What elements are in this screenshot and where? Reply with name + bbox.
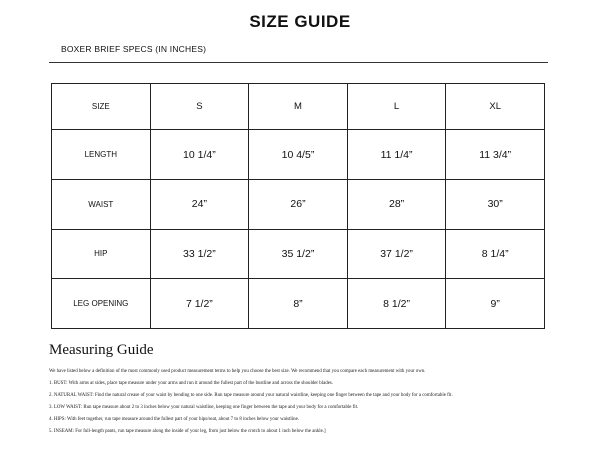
table-cell: 8” [249, 279, 348, 329]
guide-item-hips: 4. HIPS: With feet together, run tape measure around the fullest part of your hips/seat, about 7 to 8 inches below your waistline. [49, 417, 299, 422]
header-cell: XL [446, 84, 545, 130]
table-cell: 37 1/2” [347, 229, 446, 279]
header-cell: L [347, 84, 446, 130]
guide-intro: We have listed below a definition of the most commonly used product measurement terms to help you choose the best size. We recommend that you compare each measurement with your own. [49, 369, 426, 374]
table-cell: 8 1/2” [347, 279, 446, 329]
row-label: HIP [52, 229, 151, 279]
table-header-row [52, 84, 545, 130]
table-cell: 11 1/4” [347, 130, 446, 180]
row-label: LEG OPENING [52, 279, 151, 329]
table-cell: 30” [446, 180, 545, 230]
table-row [52, 130, 545, 180]
table-cell: 10 4/5” [249, 130, 348, 180]
table-cell: 28” [347, 180, 446, 230]
table-cell: 9” [446, 279, 545, 329]
table-row [52, 279, 545, 329]
measuring-guide-title: Measuring Guide [49, 342, 154, 358]
guide-item-low-waist: 3. LOW WAIST: Run tape measure about 2 to 3 inches below your natural waistline, keeping one finger between the tape and your body for a comfortable fit. [49, 405, 359, 410]
table-cell: 24” [150, 180, 249, 230]
table-cell: 10 1/4” [150, 130, 249, 180]
header-cell: M [249, 84, 348, 130]
row-label: WAIST [52, 180, 151, 230]
guide-item-inseam: 5. INSEAM: For full-length pants, run tape measure along the inside of your leg, from just below the crotch to about 1 inch below the ankle.] [49, 429, 326, 434]
table-cell: 26” [249, 180, 348, 230]
guide-item-bust: 1. BUST: With arms at sides, place tape measure under your arms and run it around the fullest part of the bustline and across the shoulder blades. [49, 381, 334, 386]
table-subtitle: BOXER BRIEF SPECS (IN INCHES) [61, 44, 207, 54]
table-row [52, 180, 545, 230]
guide-item-natural-waist: 2. NATURAL WAIST: Find the natural crease of your waist by bending to one side. Run tape measure around your natural waistline, keeping one finger between the tape and your body for a comfortable fit. [49, 393, 453, 398]
divider [49, 62, 548, 63]
size-table [51, 83, 545, 329]
table-cell: 8 1/4” [446, 229, 545, 279]
table-cell: 33 1/2” [150, 229, 249, 279]
table-cell: 11 3/4” [446, 130, 545, 180]
header-cell: SIZE [52, 84, 151, 130]
measuring-guide-body [49, 366, 589, 438]
table-cell: 35 1/2” [249, 229, 348, 279]
table-row [52, 229, 545, 279]
page-title: SIZE GUIDE [249, 12, 351, 31]
row-label: LENGTH [52, 130, 151, 180]
table-cell: 7 1/2” [150, 279, 249, 329]
header-cell: S [150, 84, 249, 130]
